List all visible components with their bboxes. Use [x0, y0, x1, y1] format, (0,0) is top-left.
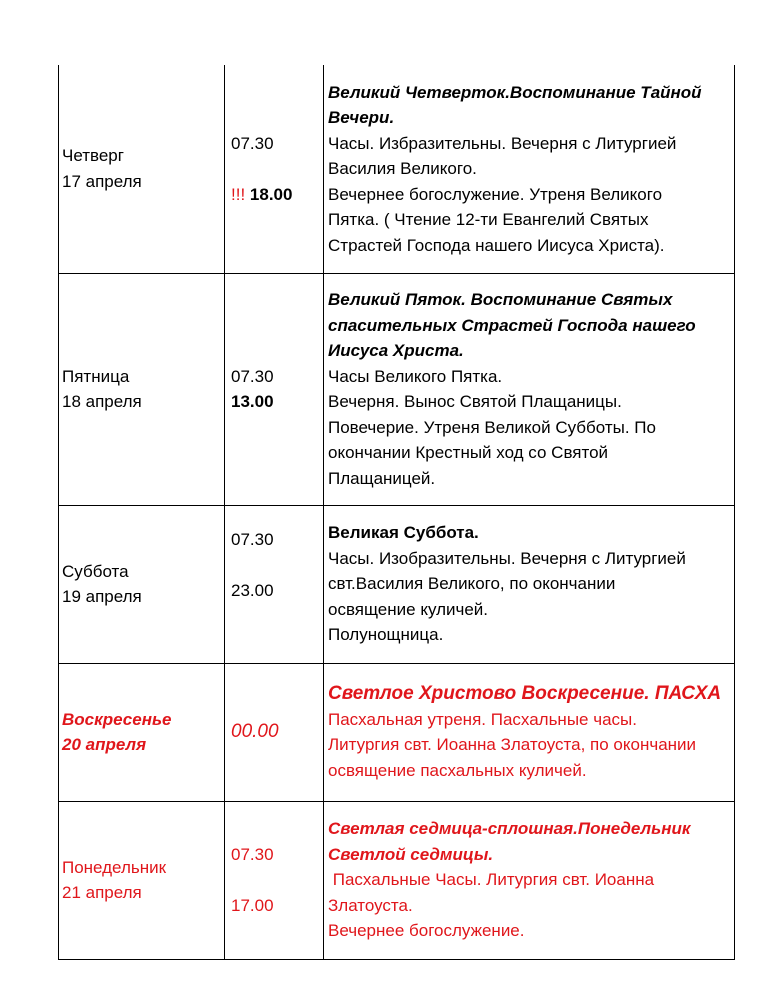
description-cell — [324, 273, 735, 505]
time-value-bold: 18.00 — [249, 184, 293, 204]
service-title: Светлая седмица-сплошная.Понедельник — [328, 819, 691, 839]
table-row — [59, 801, 735, 959]
service-title: Иисуса Христа. — [328, 341, 464, 360]
time-cell — [225, 663, 324, 801]
day-name: Пятница — [62, 366, 130, 386]
service-line: освящение пасхальных куличей. — [328, 760, 587, 780]
day-name: Понедельник — [62, 857, 167, 877]
time-cell — [225, 65, 324, 273]
time-cell — [225, 505, 324, 663]
day-cell — [59, 663, 225, 801]
time-value: 07.30 — [231, 529, 274, 549]
time-cell — [225, 801, 324, 959]
service-line: Литургия свт. Иоанна Златоуста, по окончании — [328, 735, 697, 754]
time-value: 17.00 — [231, 895, 274, 915]
service-title: Великий Пяток. Воспоминание Святых — [328, 290, 673, 309]
service-line: Полунощница. — [328, 625, 444, 645]
service-line: Часы. Изобразительны. Вечерня с Литургией — [328, 548, 686, 568]
day-date: 20 апреля — [62, 735, 147, 754]
service-line: Вечерня. Вынос Святой Плащаницы. — [328, 392, 622, 411]
time-value: 07.30 — [231, 366, 274, 386]
service-line: Часы Великого Пятка. — [328, 366, 503, 386]
service-title: Вечери. — [328, 108, 395, 127]
table-row — [59, 65, 735, 273]
day-date: 19 апреля — [62, 587, 142, 606]
service-line: освящение куличей. — [328, 599, 489, 619]
schedule-table — [58, 65, 735, 960]
service-title: Великая Суббота. — [328, 523, 479, 543]
day-cell — [59, 505, 225, 663]
service-title: Светлой седмицы. — [328, 844, 494, 864]
time-value: 07.30 — [231, 133, 274, 153]
service-line: Страстей Господа нашего Иисуса Христа). — [328, 235, 665, 255]
service-line: Повечерие. Утреня Великой Субботы. По — [328, 417, 656, 437]
description-cell — [324, 663, 735, 801]
day-date: 21 апреля — [62, 883, 142, 902]
description-cell — [324, 505, 735, 663]
description-cell — [324, 65, 735, 273]
time-value-bold: 13.00 — [231, 392, 274, 411]
time-alert-marks: !!! — [231, 184, 246, 204]
day-cell — [59, 65, 225, 273]
day-date: 18 апреля — [62, 392, 142, 411]
day-cell — [59, 273, 225, 505]
table-row — [59, 663, 735, 801]
service-line: Златоуста. — [328, 895, 413, 915]
service-line: Вечернее богослужение. — [328, 921, 525, 941]
time-cell — [225, 273, 324, 505]
day-cell — [59, 801, 225, 959]
day-name: Воскресенье — [62, 709, 172, 729]
service-title: Великий Четверток.Воспоминание Тайной — [328, 82, 702, 102]
service-line: свт.Василия Великого, по окончании — [328, 574, 616, 594]
time-value: 00.00 — [231, 721, 279, 743]
day-name: Четверг — [62, 146, 124, 166]
service-title: Светлое Христово Воскресение. ПАСХА — [328, 683, 722, 704]
service-line: Плащаницей. — [328, 468, 436, 488]
service-line: Пятка. ( Чтение 12-ти Евангелий Святых — [328, 210, 649, 229]
service-line: Часы. Избразительны. Вечерня с Литургией — [328, 133, 677, 153]
time-value: 23.00 — [231, 580, 274, 600]
description-cell — [324, 801, 735, 959]
table-row — [59, 273, 735, 505]
time-value: 07.30 — [231, 844, 274, 864]
service-title: спасительных Страстей Господа нашего — [328, 315, 696, 335]
day-date: 17 апреля — [62, 171, 142, 191]
service-line: Пасхальные Часы. Литургия свт. Иоанна — [328, 870, 655, 890]
service-line: Василия Великого. — [328, 159, 477, 178]
service-line: окончании Крестный ход со Святой — [328, 443, 609, 462]
table-row — [59, 505, 735, 663]
service-line: Пасхальная утреня. Пасхальные часы. — [328, 709, 637, 729]
day-name: Суббота — [62, 561, 129, 581]
service-line: Вечернее богослужение. Утреня Великого — [328, 184, 663, 204]
